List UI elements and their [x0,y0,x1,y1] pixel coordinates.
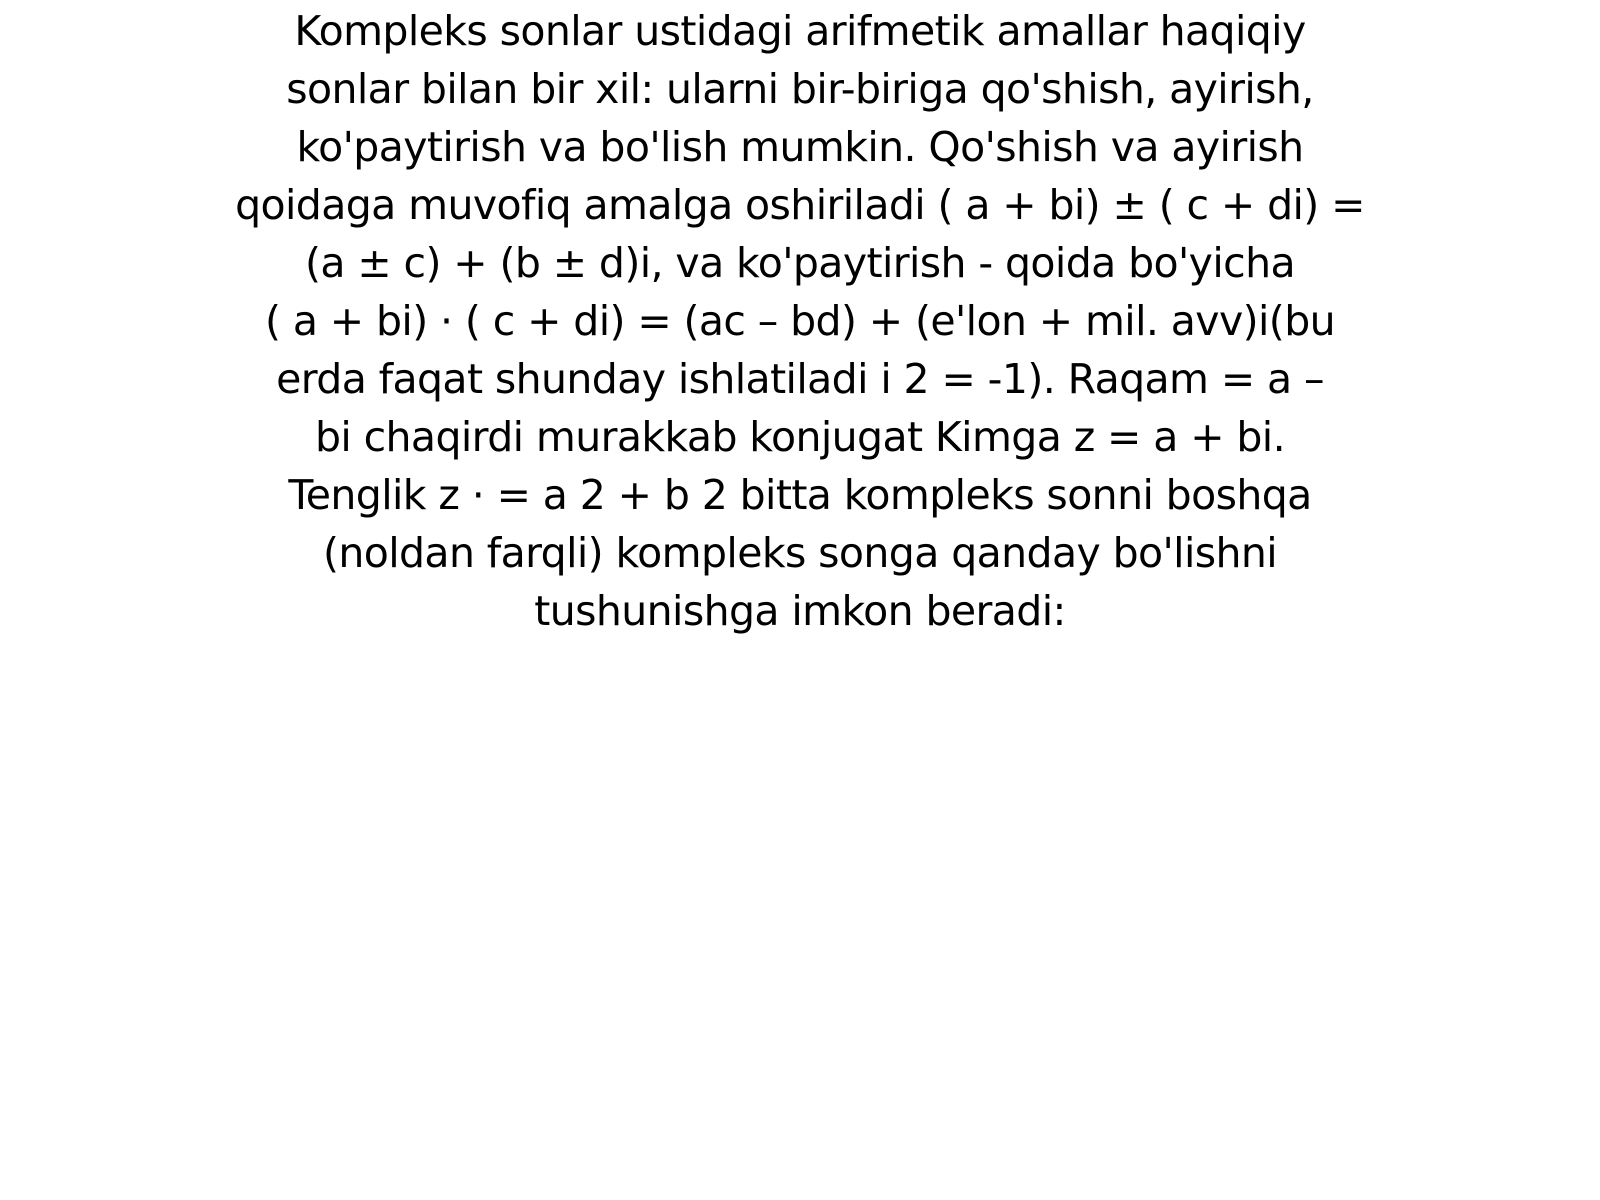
text-line: ( a + bi) · ( c + di) = (ac – bd) + (e'lon + mil. avv)i(bu [265,297,1335,345]
text-line: ko'paytirish va bo'lish mumkin. Qo'shish va ayirish [296,123,1304,171]
text-line: erda faqat shunday ishlatiladi i 2 = -1). Raqam = a – [276,355,1324,403]
text-line: Tenglik z · = a 2 + b 2 bitta kompleks sonni boshqa [288,471,1312,519]
slide-body-text [190,2,1410,640]
text-line: bi chaqirdi murakkab konjugat Kimga z = a + bi. [314,413,1286,461]
text-line: qoidaga muvofiq amalga oshiriladi ( a + bi) ± ( c + di) = [235,181,1365,229]
text-line: (noldan farqli) kompleks songa qanday bo'lishni [322,529,1278,577]
text-line: tushunishga imkon beradi: [534,587,1066,635]
text-line: (a ± c) + (b ± d)i, va ko'paytirish - qoida bo'yicha [305,239,1295,287]
text-line: Kompleks sonlar ustidagi arifmetik amallar haqiqiy [294,7,1306,55]
text-line: sonlar bilan bir xil: ularni bir-biriga qo'shish, ayirish, [286,65,1314,113]
